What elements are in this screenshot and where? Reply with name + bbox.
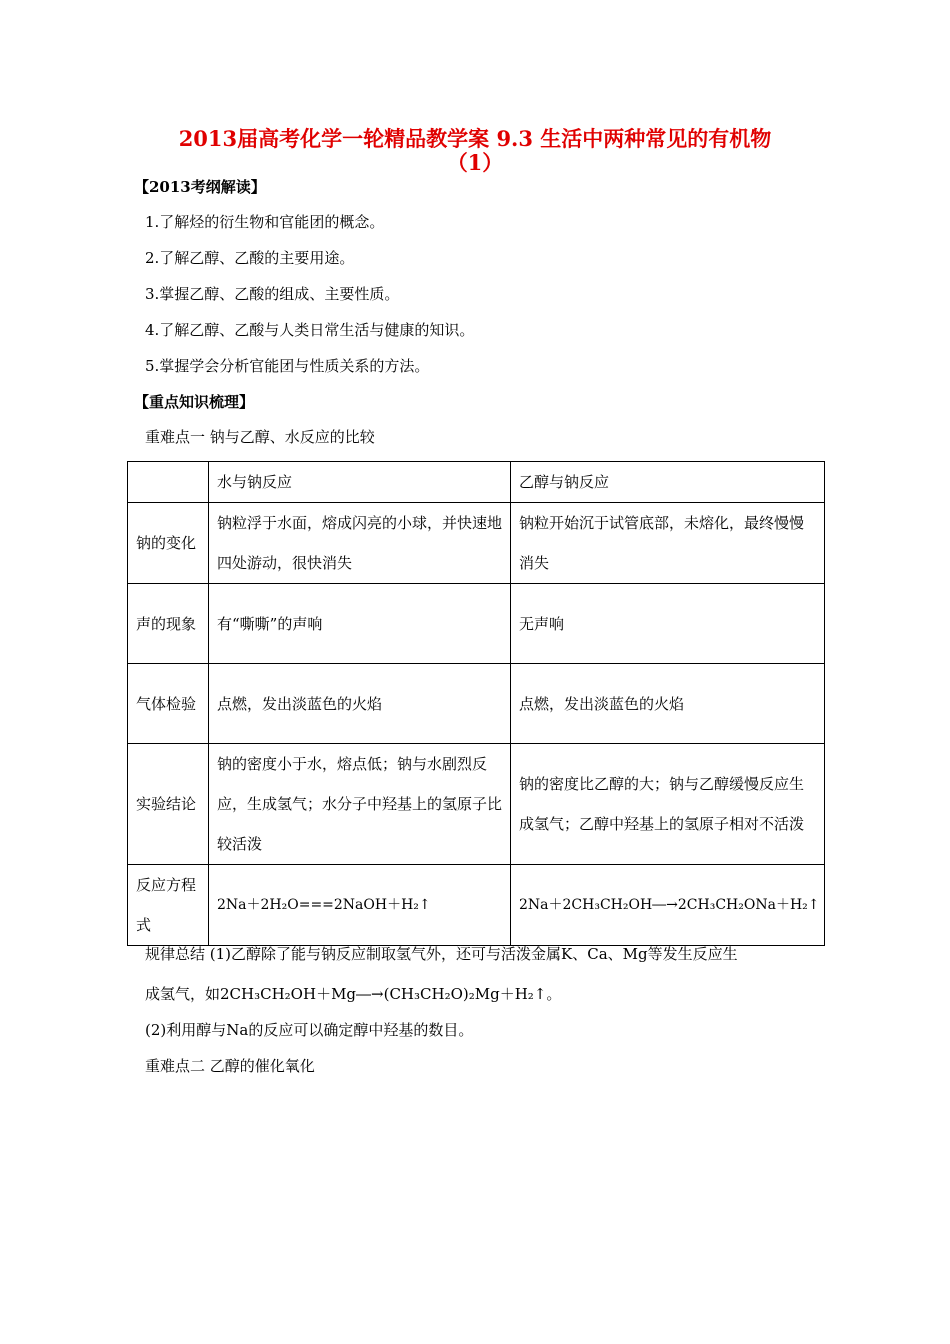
table-header-row [128,462,825,503]
key-point-2: 重难点二 乙醇的催化氧化 [145,1057,315,1075]
table-row [128,664,825,744]
row-label: 气体检验 [128,664,209,744]
syllabus-heading: 【2013考纲解读】 [134,178,266,196]
row-label: 声的现象 [128,584,209,664]
table-header-cell: 水与钠反应 [209,462,511,503]
knowledge-heading: 【重点知识梳理】 [134,393,255,411]
ethanol-equation: 2Na＋2CH₃CH₂OH―→2CH₃CH₂ONa＋H₂↑ [511,865,825,946]
syllabus-item: 2.了解乙醇、乙酸的主要用途。 [145,249,355,267]
syllabus-item: 1.了解烃的衍生物和官能团的概念。 [145,213,385,231]
ethanol-cell: 点燃，发出淡蓝色的火焰 [511,664,825,744]
water-cell: 有“嘶嘶”的声响 [209,584,511,664]
row-label: 实验结论 [128,744,209,865]
table-header-cell: 乙醇与钠反应 [511,462,825,503]
document-title-continuation: （1） [446,150,504,175]
row-label: 反应方程式 [128,865,209,946]
table-row [128,744,825,865]
ethanol-cell: 钠的密度比乙醇的大；钠与乙醇缓慢反应生成氢气；乙醇中羟基上的氢原子相对不活泼 [511,744,825,865]
key-point-1: 重难点一 钠与乙醇、水反应的比较 [145,428,375,446]
table-row [128,503,825,584]
syllabus-item: 4.了解乙醇、乙酸与人类日常生活与健康的知识。 [145,321,475,339]
table-row [128,865,825,946]
syllabus-item: 5.掌握学会分析官能团与性质关系的方法。 [145,357,430,375]
water-cell: 钠的密度小于水，熔点低；钠与水剧烈反应，生成氢气；水分子中羟基上的氢原子比较活泼 [209,744,511,865]
comparison-table [127,461,825,946]
water-cell: 点燃，发出淡蓝色的火焰 [209,664,511,744]
table-header-cell [128,462,209,503]
ethanol-cell: 无声响 [511,584,825,664]
table-row [128,584,825,664]
syllabus-item: 3.掌握乙醇、乙酸的组成、主要性质。 [145,285,400,303]
document-title: 2013届高考化学一轮精品教学案 9.3 生活中两种常见的有机物 [178,126,772,151]
water-cell: 钠粒浮于水面，熔成闪亮的小球，并快速地四处游动，很快消失 [209,503,511,584]
summary-line: 成氢气，如2CH₃CH₂OH＋Mg―→(CH₃CH₂O)₂Mg＋H₂↑。 [145,985,562,1003]
row-label: 钠的变化 [128,503,209,584]
ethanol-cell: 钠粒开始沉于试管底部，未熔化，最终慢慢消失 [511,503,825,584]
summary-line: 规律总结 (1)乙醇除了能与钠反应制取氢气外，还可与活泼金属K、Ca、Mg等发生反应生 [145,945,738,963]
water-equation: 2Na＋2H₂O===2NaOH＋H₂↑ [209,865,511,946]
summary-line: (2)利用醇与Na的反应可以确定醇中羟基的数目。 [145,1021,474,1039]
